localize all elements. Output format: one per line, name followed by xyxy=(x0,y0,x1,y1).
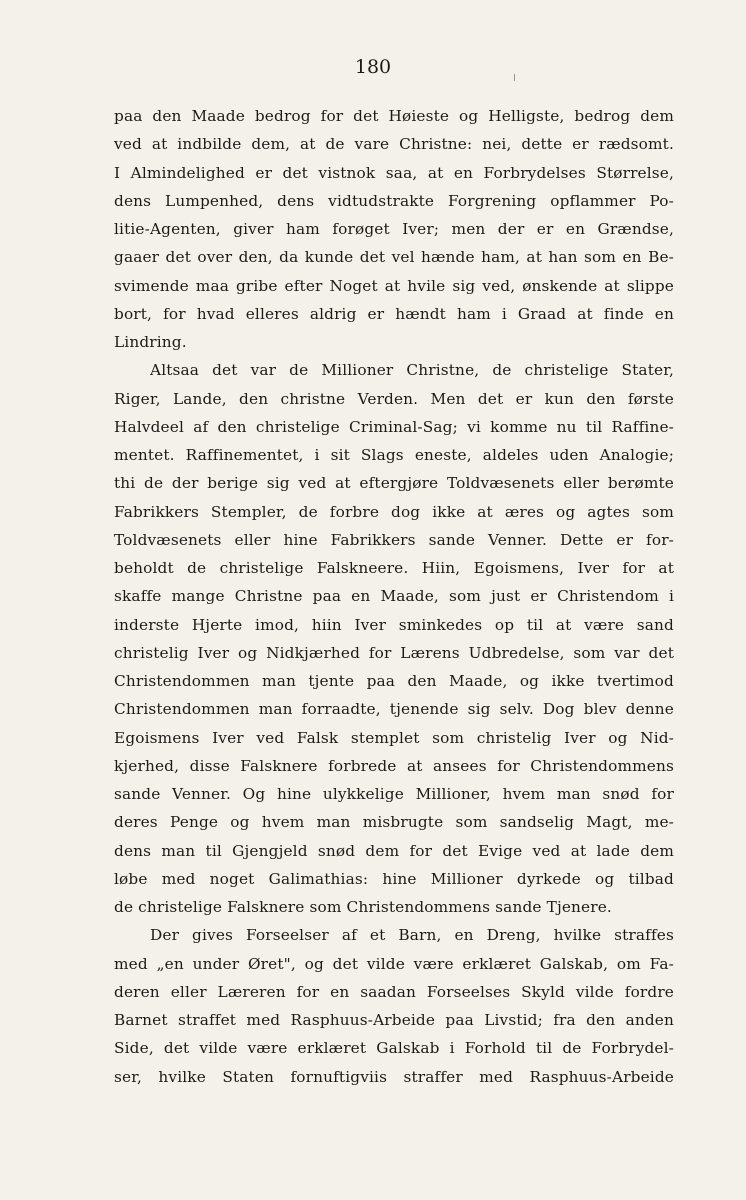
text-line: dens Lumpenhed, dens vidtudstrakte Forgrening opflammer Po- xyxy=(114,191,674,210)
text-line: skaffe mange Christne paa en Maade, som just er Christendom i xyxy=(114,587,674,606)
text-line: Barnet straffet med Rasphuus-Arbeide paa Livstid; fra den anden xyxy=(114,1011,674,1029)
text-line: svimende maa gribe efter Noget at hvile sig ved, ønskende at slippe xyxy=(114,276,674,295)
paragraph-2 xyxy=(114,356,674,921)
text-line: Halvdeel af den christelige Criminal-Sag; vi komme nu til Raffine- xyxy=(114,417,674,436)
page-number: 180 xyxy=(354,56,392,78)
text-line: christelig Iver og Nidkjærhed for Lærens Udbredelse, som var det xyxy=(114,643,674,662)
text-line: mentet. Raffinementet, i sit Slags eneste, aldeles uden Analogie; xyxy=(114,446,674,464)
text-line: Der gives Forseelser af et Barn, en Dreng, hvilke straffes xyxy=(150,926,674,945)
text-line: Side, det vilde være erklæret Galskab i Forhold til de Forbrydel- xyxy=(114,1039,674,1058)
text-line: Lindring. xyxy=(114,333,187,351)
stray-mark xyxy=(514,74,515,81)
paragraph-1 xyxy=(114,102,674,356)
text-line: inderste Hjerte imod, hiin Iver sminkedes op til at være sand xyxy=(114,615,674,634)
text-line: kjerhed, disse Falsknere forbrede at ansees for Christendommens xyxy=(114,756,674,775)
text-line: Riger, Lande, den christne Verden. Men det er kun den første xyxy=(114,389,674,408)
text-line: ved at indbilde dem, at de vare Christne: nei, dette er rædsomt. xyxy=(114,135,674,154)
text-line: Fabrikkers Stempler, de forbre dog ikke at æres og agtes som xyxy=(114,502,674,521)
text-line: Toldvæsenets eller hine Fabrikkers sande Venner. Dette er for- xyxy=(114,530,674,549)
text-line: deres Penge og hvem man misbrugte som sandselig Magt, me- xyxy=(114,813,674,832)
text-line: de christelige Falsknere som Christendommens sande Tjenere. xyxy=(114,898,612,916)
text-line: løbe med noget Galimathias: hine Millioner dyrkede og tilbad xyxy=(114,869,674,888)
text-line: deren eller Læreren for en saadan Forseelses Skyld vilde fordre xyxy=(114,982,674,1001)
text-line: bort, for hvad elleres aldrig er hændt ham i Graad at finde en xyxy=(114,304,674,323)
text-line: thi de der berige sig ved at eftergjøre Toldvæsenets eller berømte xyxy=(114,474,674,493)
text-line: Egoismens Iver ved Falsk stemplet som christelig Iver og Nid- xyxy=(114,728,674,747)
text-line: beholdt de christelige Falskneere. Hiin, Egoismens, Iver for at xyxy=(114,559,674,577)
text-line: dens man til Gjengjeld snød dem for det Evige ved at lade dem xyxy=(114,841,674,860)
text-line: gaaer det over den, da kunde det vel hænde ham, at han som en Be- xyxy=(114,248,674,267)
text-line: med „en under Øret", og det vilde være erklæret Galskab, om Fa- xyxy=(114,954,674,973)
body-text xyxy=(114,102,674,1091)
text-line: Altsaa det var de Millioner Christne, de christelige Stater, xyxy=(150,361,674,380)
text-line: ser, hvilke Staten fornuftigviis straffer med Rasphuus-Arbeide xyxy=(114,1067,674,1086)
text-line: sande Venner. Og hine ulykkelige Millioner, hvem man snød for xyxy=(114,785,674,803)
text-line: paa den Maade bedrog for det Høieste og Helligste, bedrog dem xyxy=(114,107,674,125)
text-line: Christendommen man forraadte, tjenende sig selv. Dog blev denne xyxy=(114,700,674,719)
text-line: I Almindelighed er det vistnok saa, at en Forbrydelses Størrelse, xyxy=(114,163,674,182)
text-line: Christendommen man tjente paa den Maade, og ikke tvertimod xyxy=(114,672,674,690)
paragraph-3 xyxy=(114,921,674,1091)
text-line: litie-Agenten, giver ham forøget Iver; men der er en Grændse, xyxy=(114,220,674,238)
